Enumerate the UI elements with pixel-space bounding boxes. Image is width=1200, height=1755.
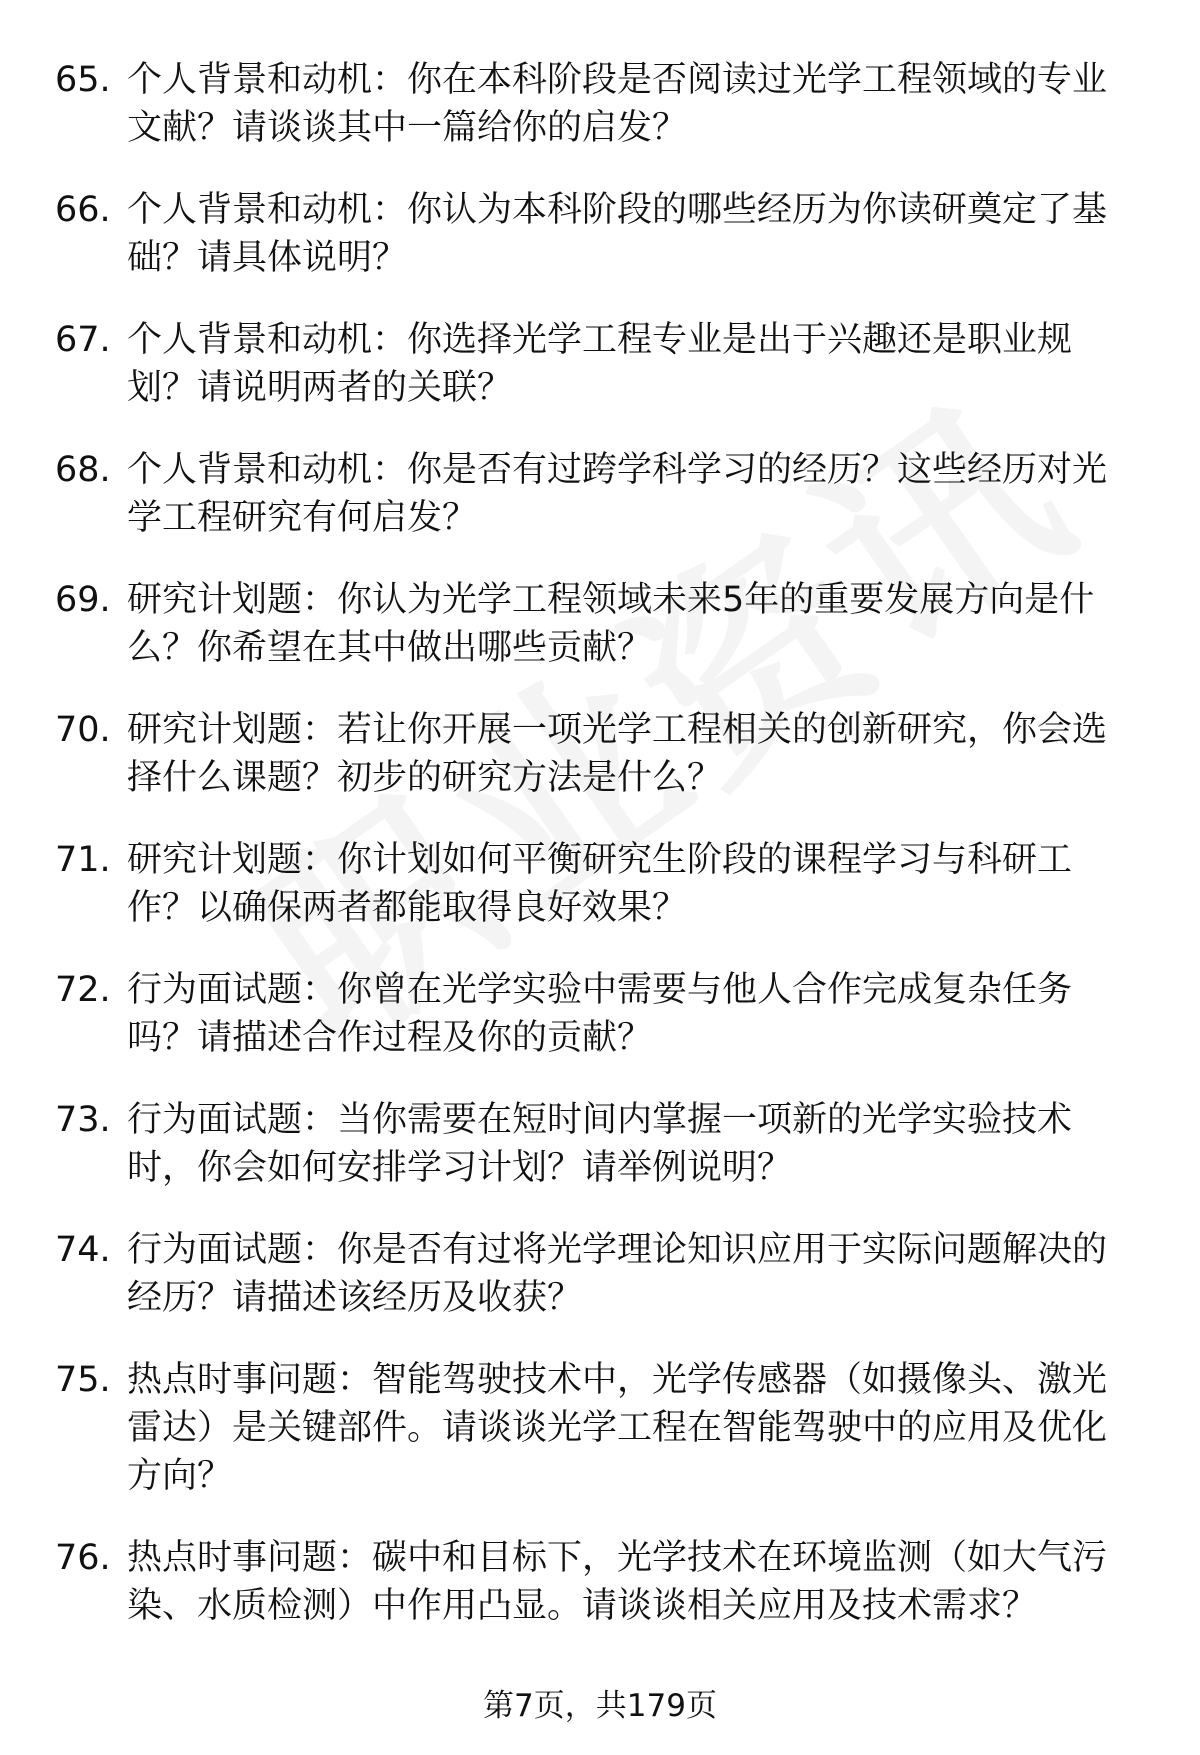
question-list [55, 56, 1140, 1630]
question-number: 65. [55, 60, 111, 100]
question-number: 72. [55, 970, 111, 1010]
question-number: 73. [55, 1100, 111, 1140]
question-item-75 [55, 1356, 1140, 1500]
question-text: 个人背景和动机：你选择光学工程专业是出于兴趣还是职业规划？请说明两者的关联？ [127, 320, 1073, 408]
page-footer [0, 1686, 1200, 1726]
question-text: 研究计划题：你认为光学工程领域未来5年的重要发展方向是什么？你希望在其中做出哪些贡献？ [127, 580, 1095, 668]
question-text: 个人背景和动机：你在本科阶段是否阅读过光学工程领域的专业文献？请谈谈其中一篇给你的启发？ [127, 60, 1108, 148]
question-number: 75. [55, 1360, 111, 1400]
question-text: 研究计划题：你计划如何平衡研究生阶段的课程学习与科研工作？以确保两者都能取得良好效果？ [127, 840, 1073, 928]
question-text: 个人背景和动机：你认为本科阶段的哪些经历为你读研奠定了基础？请具体说明？ [127, 190, 1108, 278]
question-text: 行为面试题：当你需要在短时间内掌握一项新的光学实验技术时，你会如何安排学习计划？请举例说明？ [127, 1100, 1073, 1188]
question-text: 研究计划题：若让你开展一项光学工程相关的创新研究，你会选择什么课题？初步的研究方法是什么？ [127, 710, 1108, 798]
page-number-label: 第7页，共179页 [483, 1688, 717, 1724]
question-item-71 [55, 836, 1140, 932]
question-number: 74. [55, 1230, 111, 1270]
question-text: 行为面试题：你曾在光学实验中需要与他人合作完成复杂任务吗？请描述合作过程及你的贡献？ [127, 970, 1073, 1058]
question-number: 68. [55, 450, 111, 490]
question-item-74 [55, 1226, 1140, 1322]
question-text: 热点时事问题：碳中和目标下，光学技术在环境监测（如大气污染、水质检测）中作用凸显。请谈谈相关应用及技术需求？ [127, 1538, 1108, 1626]
question-item-66 [55, 186, 1140, 282]
question-item-69 [55, 576, 1140, 672]
question-number: 76. [55, 1538, 111, 1578]
question-item-76 [55, 1534, 1140, 1630]
question-number: 69. [55, 580, 111, 620]
question-text: 热点时事问题：智能驾驶技术中，光学传感器（如摄像头、激光雷达）是关键部件。请谈谈光学工程在智能驾驶中的应用及优化方向？ [127, 1360, 1108, 1496]
question-number: 67. [55, 320, 111, 360]
question-item-70 [55, 706, 1140, 802]
question-item-67 [55, 316, 1140, 412]
question-text: 个人背景和动机：你是否有过跨学科学习的经历？这些经历对光学工程研究有何启发？ [127, 450, 1108, 538]
question-number: 66. [55, 190, 111, 230]
question-number: 71. [55, 840, 111, 880]
question-number: 70. [55, 710, 111, 750]
question-item-68 [55, 446, 1140, 542]
question-text: 行为面试题：你是否有过将光学理论知识应用于实际问题解决的经历？请描述该经历及收获？ [127, 1230, 1108, 1318]
question-item-65 [55, 56, 1140, 152]
question-item-72 [55, 966, 1140, 1062]
question-item-73 [55, 1096, 1140, 1192]
